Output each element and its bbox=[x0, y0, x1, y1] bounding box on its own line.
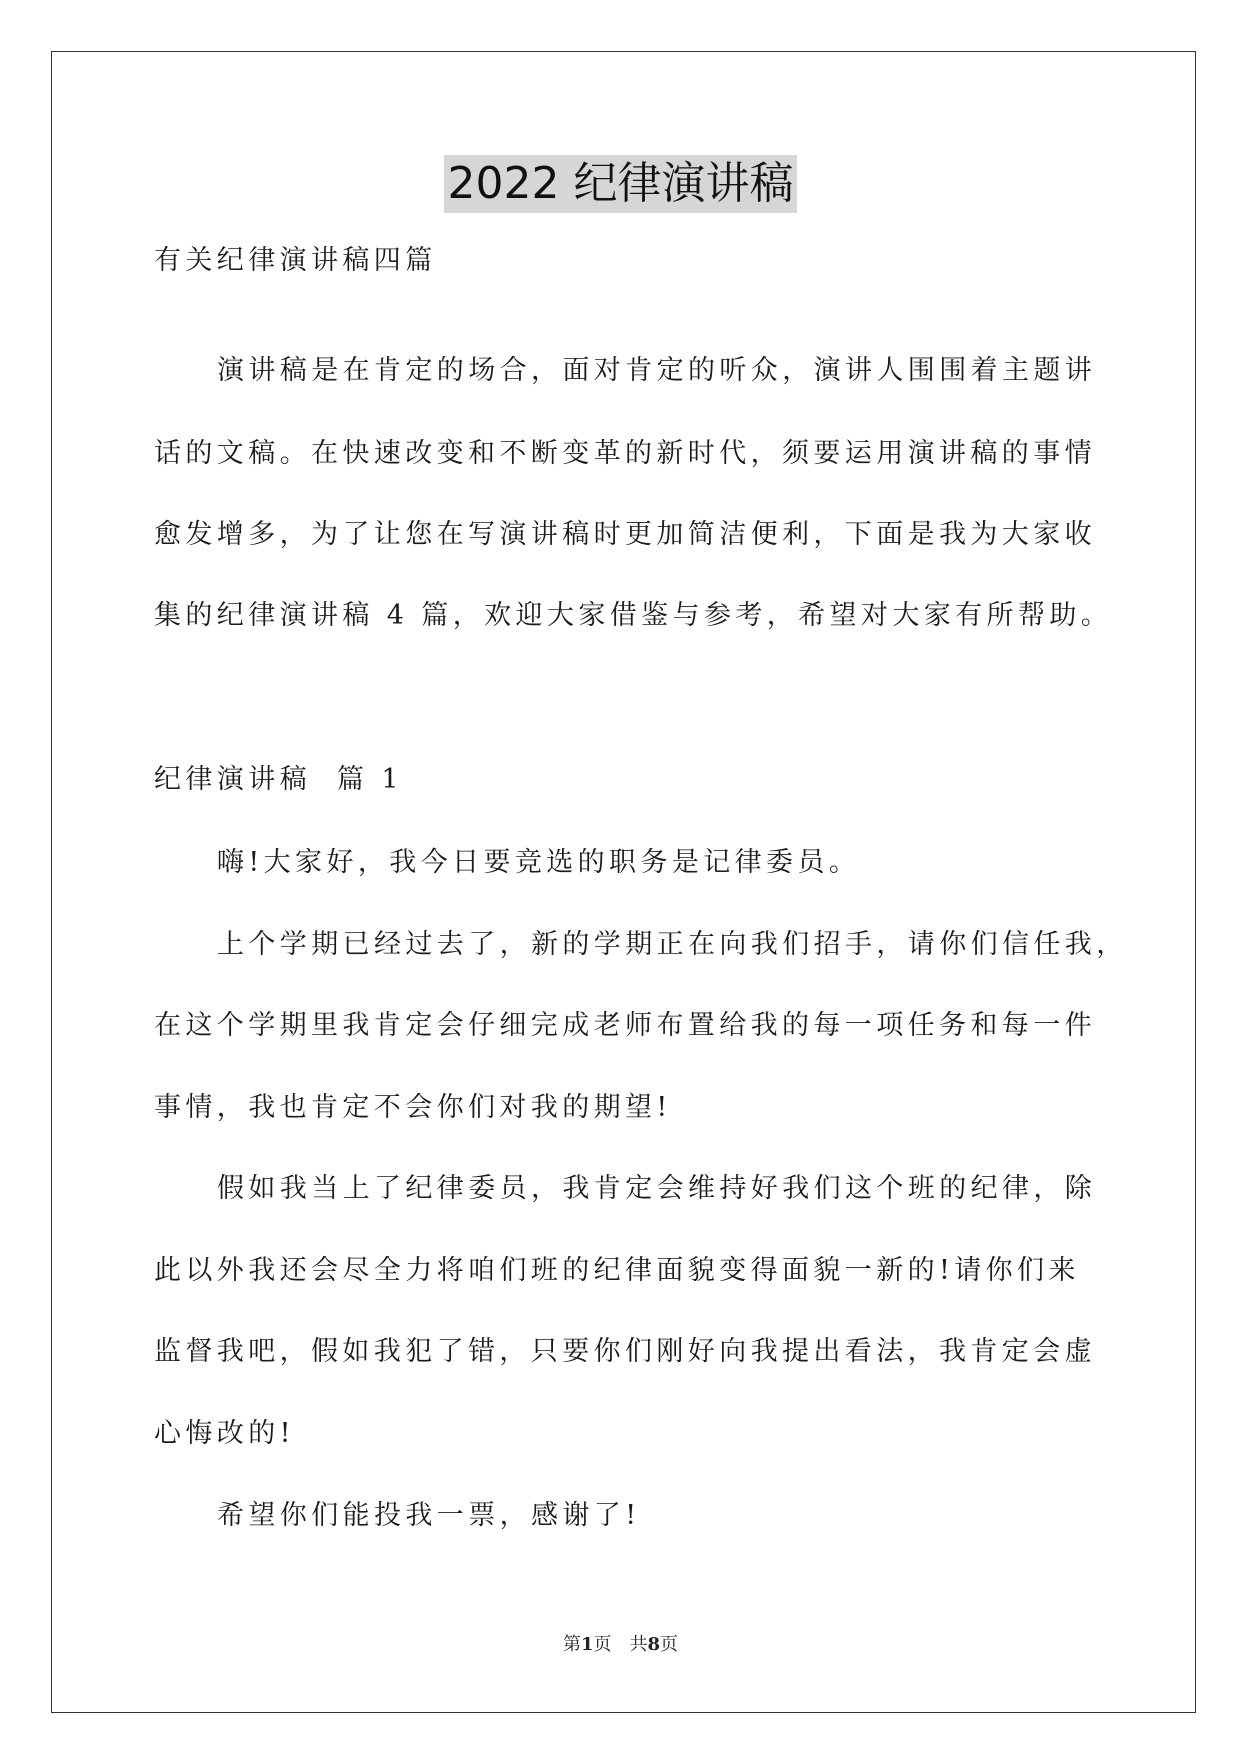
document-title: 2022 纪律演讲稿 bbox=[444, 155, 798, 213]
title-container bbox=[0, 155, 1241, 213]
speech-paragraph-line: 希望你们能投我一票，感谢了! bbox=[217, 1500, 641, 1531]
total-prefix: 共 bbox=[629, 1634, 648, 1655]
page-prefix: 第 bbox=[562, 1634, 581, 1655]
intro-paragraph-line: 集的纪律演讲稿 4 篇，欢迎大家借鉴与参考，希望对大家有所帮助。 bbox=[154, 600, 1113, 631]
page-number: 1 bbox=[580, 1634, 594, 1655]
speech-paragraph-line: 嗨!大家好，我今日要竞选的职务是记律委员。 bbox=[217, 847, 861, 878]
intro-paragraph-line: 愈发增多，为了让您在写演讲稿时更加简洁便利，下面是我为大家收 bbox=[154, 519, 1096, 550]
speech-paragraph-line: 心悔改的! bbox=[154, 1418, 295, 1449]
section-heading: 纪律演讲稿 篇 1 bbox=[154, 764, 403, 795]
total-pages: 8 bbox=[647, 1634, 661, 1655]
speech-paragraph-line: 假如我当上了纪律委员，我肯定会维持好我们这个班的纪律，除 bbox=[217, 1173, 1097, 1204]
speech-paragraph-line: 在这个学期里我肯定会仔细完成老师布置给我的每一项任务和每一件 bbox=[154, 1010, 1096, 1041]
speech-paragraph-line: 上个学期已经过去了，新的学期正在向我们招手，请你们信任我， bbox=[217, 929, 1128, 960]
intro-paragraph-line: 演讲稿是在肯定的场合，面对肯定的听众，演讲人围围着主题讲 bbox=[217, 355, 1097, 386]
page-footer bbox=[0, 1633, 1241, 1657]
speech-paragraph-line: 事情，我也肯定不会你们对我的期望! bbox=[154, 1092, 672, 1123]
speech-paragraph-line: 此以外我还会尽全力将咱们班的纪律面貌变得面貌一新的!请你们来 bbox=[154, 1255, 1080, 1286]
document-subtitle: 有关纪律演讲稿四篇 bbox=[154, 245, 437, 276]
speech-paragraph-line: 监督我吧，假如我犯了错，只要你们刚好向我提出看法，我肯定会虚 bbox=[154, 1336, 1096, 1367]
total-suffix: 页 bbox=[660, 1634, 679, 1655]
page-suffix: 页 bbox=[593, 1634, 612, 1655]
intro-paragraph-line: 话的文稿。在快速改变和不断变革的新时代，须要运用演讲稿的事情 bbox=[154, 438, 1096, 469]
